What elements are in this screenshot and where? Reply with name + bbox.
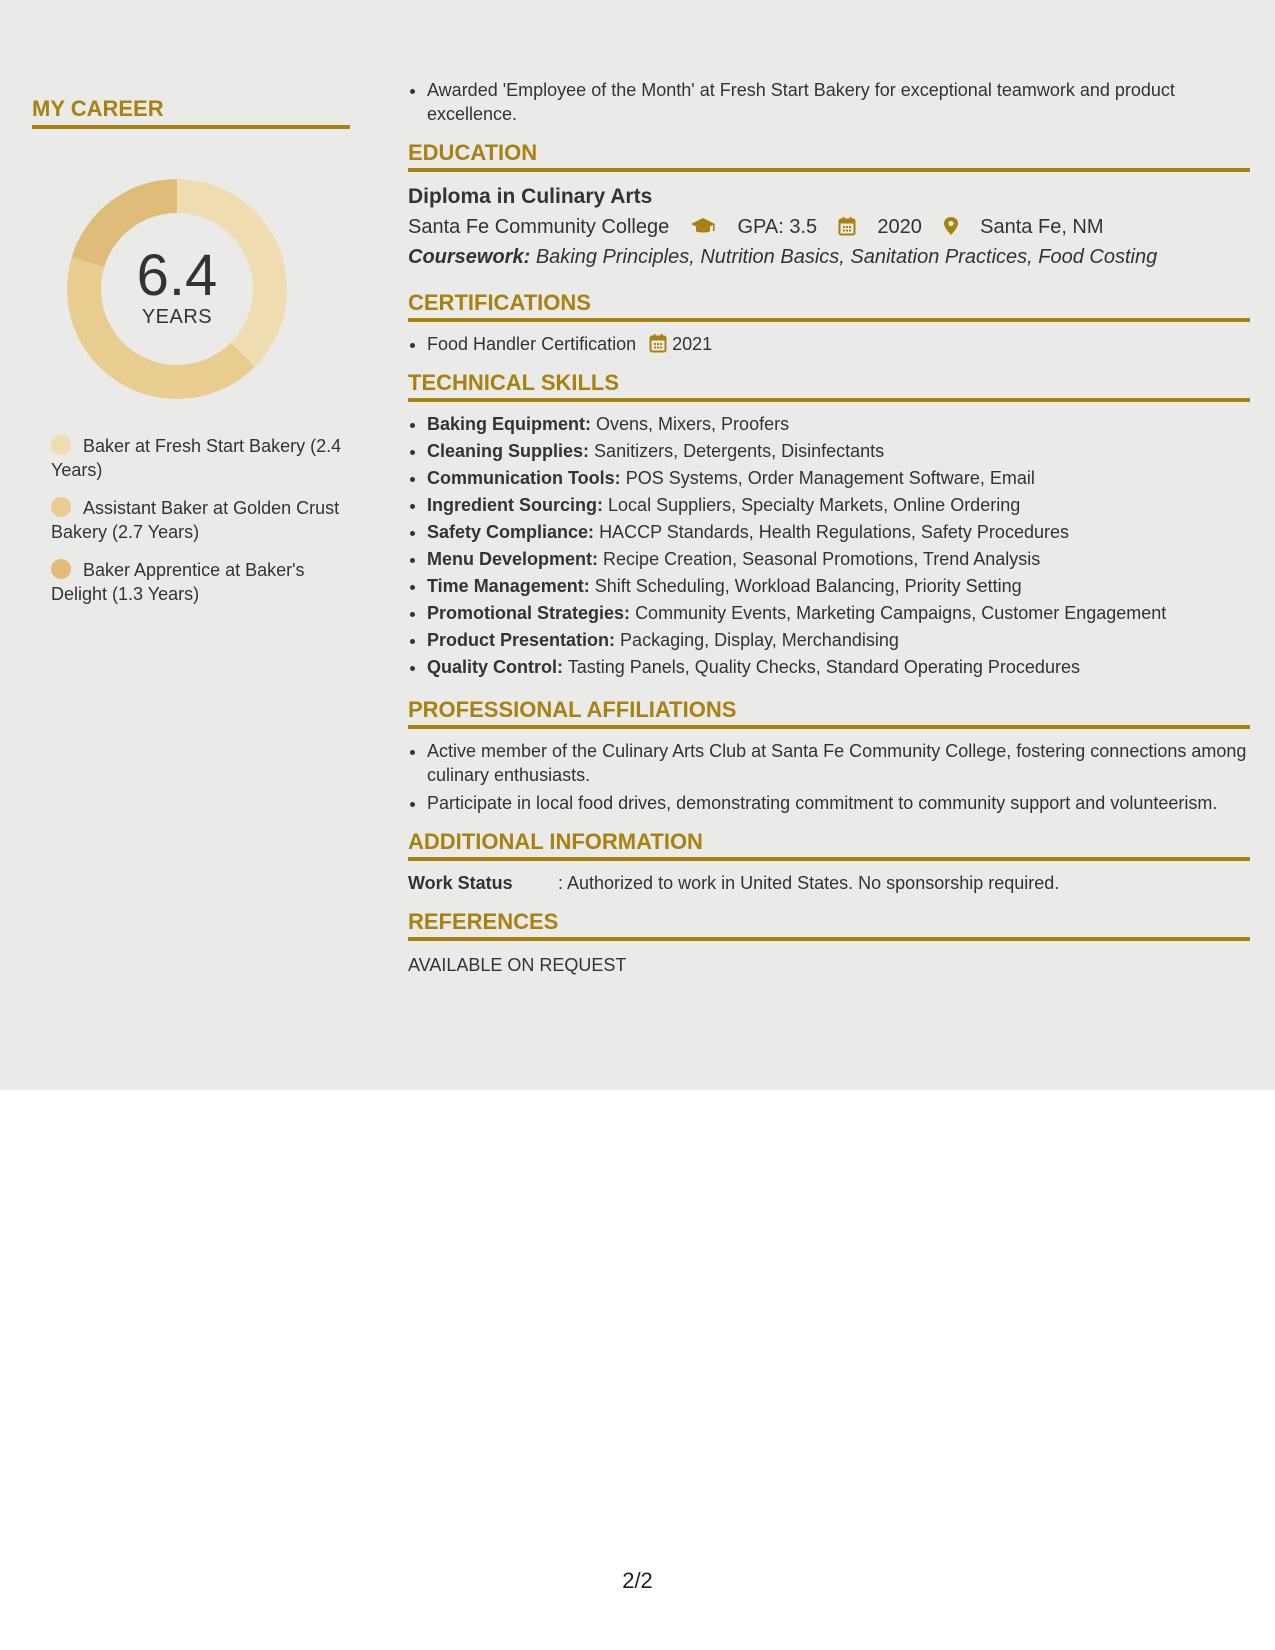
skill-value: Shift Scheduling, Workload Balancing, Priority Setting xyxy=(594,576,1022,596)
legend-dot xyxy=(51,497,71,517)
skill-value: Packaging, Display, Merchandising xyxy=(620,630,899,650)
skill-label: Time Management: xyxy=(427,576,590,596)
skill-item xyxy=(427,520,1250,544)
skill-value: Sanitizers, Detergents, Disinfectants xyxy=(594,441,885,461)
skill-value: Ovens, Mixers, Proofers xyxy=(596,414,790,434)
sidebar xyxy=(32,96,350,620)
education-title: EDUCATION xyxy=(408,140,1250,172)
coursework xyxy=(408,242,1250,272)
affiliations-list xyxy=(408,739,1250,815)
certification-item xyxy=(427,332,1250,356)
references-text: AVAILABLE ON REQUEST xyxy=(408,955,627,975)
skill-value: Recipe Creation, Seasonal Promotions, Trend Analysis xyxy=(603,549,1041,569)
legend-dot xyxy=(51,435,71,455)
skill-label: Promotional Strategies: xyxy=(427,603,631,623)
graduation-cap-icon xyxy=(690,216,716,236)
legend-item xyxy=(51,434,350,482)
certifications-title: CERTIFICATIONS xyxy=(408,290,1250,322)
experience-bullet: • Awarded 'Employee of the Month' at Fresh Start Bakery for exceptional teamwork and product excellence. xyxy=(427,78,1250,126)
work-status-label: Work Status xyxy=(408,873,513,893)
total-years-value: 6.4 xyxy=(136,243,218,308)
skill-label: Product Presentation: xyxy=(427,630,616,650)
total-years-unit: YEARS xyxy=(141,306,213,328)
legend-label: Baker at Fresh Start Bakery (2.4 Years) xyxy=(51,436,342,480)
legend-label: Baker Apprentice at Baker's Delight (1.3 Years) xyxy=(51,560,305,604)
skill-value: POS Systems, Order Management Software, Email xyxy=(625,468,1035,488)
skill-item xyxy=(427,439,1250,463)
skill-label: Cleaning Supplies: xyxy=(427,441,590,461)
skill-value: Community Events, Marketing Campaigns, Customer Engagement xyxy=(635,603,1167,623)
work-status-value: : Authorized to work in United States. No sponsorship required. xyxy=(558,873,1060,893)
legend-dot xyxy=(51,559,71,579)
school-name: Santa Fe Community College xyxy=(408,216,670,238)
skill-item xyxy=(427,601,1250,625)
skill-label: Ingredient Sourcing: xyxy=(427,495,604,515)
skills-title: TECHNICAL SKILLS xyxy=(408,370,1250,402)
map-pin-icon xyxy=(943,216,959,236)
coursework-list: Baking Principles, Nutrition Basics, Sanitation Practices, Food Costing xyxy=(535,246,1158,268)
degree-name: Diploma in Culinary Arts xyxy=(408,185,653,208)
skill-label: Menu Development: xyxy=(427,549,599,569)
skill-item xyxy=(427,493,1250,517)
career-title: MY CAREER xyxy=(32,96,350,129)
certifications-list xyxy=(408,332,1250,356)
skill-label: Communication Tools: xyxy=(427,468,621,488)
affiliation-item: • Active member of the Culinary Arts Club at Santa Fe Community College, fostering connections among culinary enthusiasts. xyxy=(427,739,1250,787)
skill-label: Quality Control: xyxy=(427,657,563,677)
calendar-icon xyxy=(649,333,667,353)
legend-item xyxy=(51,496,350,544)
education-details xyxy=(408,212,1250,242)
references-title: REFERENCES xyxy=(408,909,1250,941)
skill-item xyxy=(427,466,1250,490)
certification-name: Food Handler Certification xyxy=(427,334,637,354)
skills-list xyxy=(408,412,1250,679)
donut-center xyxy=(62,243,292,329)
skill-item xyxy=(427,574,1250,598)
legend-label: Assistant Baker at Golden Crust Bakery (2.7 Years) xyxy=(51,498,340,542)
coursework-label: Coursework: xyxy=(408,246,531,268)
skill-value: HACCP Standards, Health Regulations, Safety Procedures xyxy=(599,522,1069,542)
school-location: Santa Fe, NM xyxy=(980,216,1104,238)
calendar-icon xyxy=(838,216,856,236)
work-status-row xyxy=(408,871,1250,895)
gpa: GPA: 3.5 xyxy=(737,216,818,238)
skill-value: Tasting Panels, Quality Checks, Standard Operating Procedures xyxy=(567,657,1080,677)
legend-item xyxy=(51,558,350,606)
skill-label: Baking Equipment: xyxy=(427,414,592,434)
graduation-year: 2020 xyxy=(877,216,922,238)
career-donut-chart xyxy=(62,174,292,404)
affiliation-item: • Participate in local food drives, demonstrating commitment to community support and volunteerism. xyxy=(427,791,1250,815)
skill-label: Safety Compliance: xyxy=(427,522,595,542)
affiliations-title: PROFESSIONAL AFFILIATIONS xyxy=(408,697,1250,729)
skill-item xyxy=(427,412,1250,436)
skill-item xyxy=(427,655,1250,679)
certification-year: 2021 xyxy=(672,334,713,354)
main-column xyxy=(408,78,1250,977)
additional-info-title: ADDITIONAL INFORMATION xyxy=(408,829,1250,861)
experience-bullets xyxy=(408,78,1250,126)
skill-item xyxy=(427,628,1250,652)
career-legend xyxy=(32,434,350,606)
skill-value: Local Suppliers, Specialty Markets, Online Ordering xyxy=(608,495,1021,515)
skill-item xyxy=(427,547,1250,571)
page-number: 2/2 xyxy=(622,1568,653,1593)
